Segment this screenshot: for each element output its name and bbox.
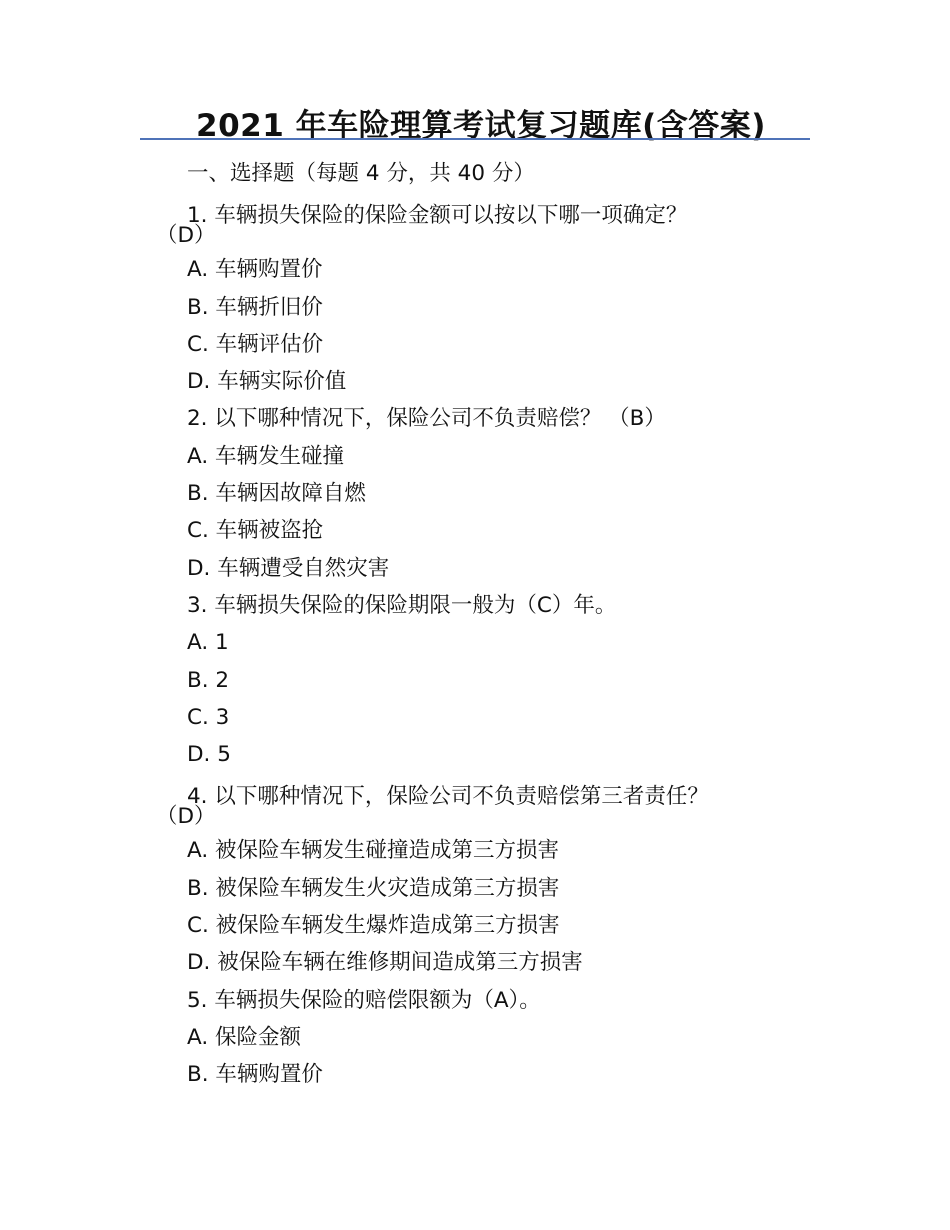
question-2-option-c: C. 车辆被盗抢 xyxy=(187,518,324,544)
document-title: 2021 年车险理算考试复习题库(含答案) xyxy=(196,108,766,144)
question-3-option-c: C. 3 xyxy=(187,704,230,730)
question-3-stem: 3. 车辆损失保险的保险期限一般为（C）年。 xyxy=(187,592,617,618)
question-4-answer: （D） xyxy=(156,804,216,830)
section-heading: 一、选择题（每题 4 分，共 40 分） xyxy=(187,161,535,186)
question-2-stem: 2. 以下哪种情况下，保险公司不负责赔偿？ （B） xyxy=(187,406,666,432)
question-1-option-d: D. 车辆实际价值 xyxy=(187,369,347,395)
question-1-option-c: C. 车辆评估价 xyxy=(187,331,324,357)
question-4-option-d: D. 被保险车辆在维修期间造成第三方损害 xyxy=(187,950,583,976)
question-5-option-b: B. 车辆购置价 xyxy=(187,1062,323,1088)
document-body xyxy=(156,155,806,1094)
question-3-option-a: A. 1 xyxy=(187,630,229,656)
question-4-option-c: C. 被保险车辆发生爆炸造成第三方损害 xyxy=(187,913,560,939)
question-5-stem: 5. 车辆损失保险的赔偿限额为（A）。 xyxy=(187,987,541,1013)
question-1-answer: （D） xyxy=(156,223,216,249)
question-2-option-d: D. 车辆遭受自然灾害 xyxy=(187,555,390,581)
question-3-option-d: D. 5 xyxy=(187,742,231,768)
question-4-option-a: A. 被保险车辆发生碰撞造成第三方损害 xyxy=(187,838,559,864)
question-1-option-a: A. 车辆购置价 xyxy=(187,257,323,283)
question-3-option-b: B. 2 xyxy=(187,667,230,693)
question-2-option-a: A. 车辆发生碰撞 xyxy=(187,443,344,469)
question-5-option-a: A. 保险金额 xyxy=(187,1024,301,1050)
question-4-stem: 4. 以下哪种情况下，保险公司不负责赔偿第三者责任？ xyxy=(187,784,709,810)
question-2-option-b: B. 车辆因故障自燃 xyxy=(187,481,366,507)
question-1-option-b: B. 车辆折旧价 xyxy=(187,294,323,320)
question-4-option-b: B. 被保险车辆发生火灾造成第三方损害 xyxy=(187,875,560,901)
title-underline xyxy=(140,138,810,140)
question-1-stem: 1. 车辆损失保险的保险金额可以按以下哪一项确定？ xyxy=(187,203,688,229)
